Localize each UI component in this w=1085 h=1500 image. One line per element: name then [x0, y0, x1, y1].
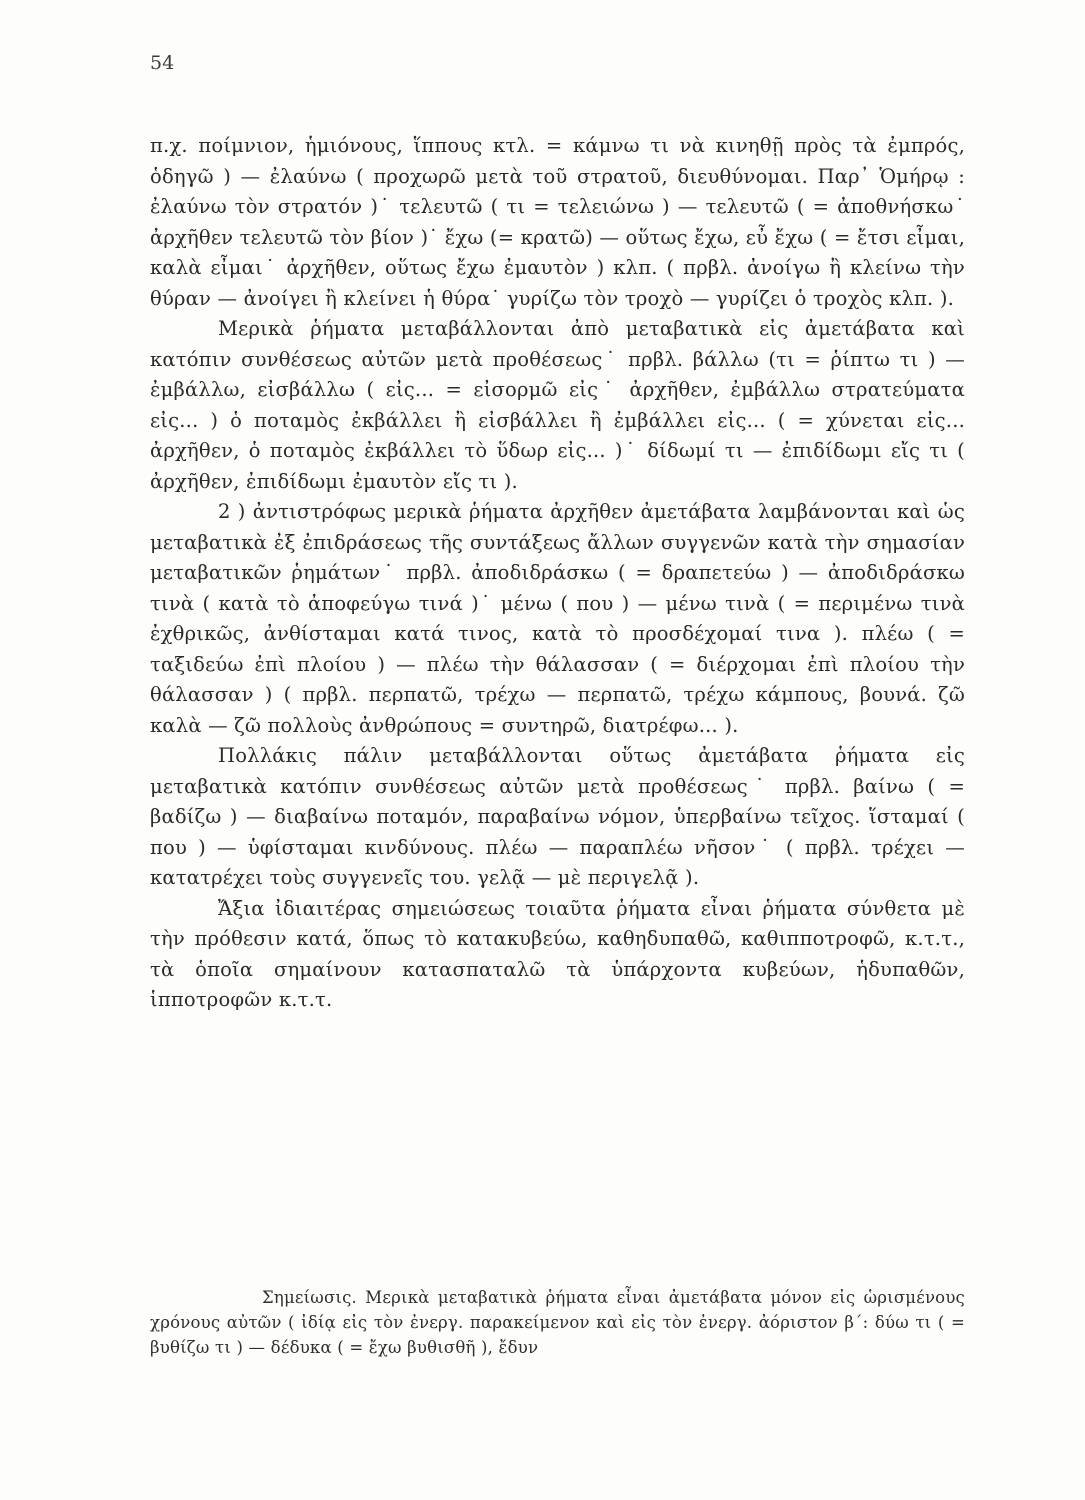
paragraph-5: Ἄξια ἰδιαιτέρας σημειώσεως τοιαῦτα ῥήματα εἶναι ῥήματα σύνθετα μὲ τὴν πρόθεσιν κατά, ὅπως τὸ κατακυβεύω, καθηδυπαθῶ, καθιπποτροφῶ, κ.τ.τ., τὰ ὁποῖα σημαίνουν κατασπαταλῶ τὰ ὑπάρχοντα κυβεύων, ἡδυπαθῶν, ἱπποτροφῶν κ.τ.τ.	[150, 896, 965, 1011]
paragraph-4: Πολλάκις πάλιν μεταβάλλονται οὕτως ἀμετάβατα ῥήματα εἰς μεταβατικὰ κατόπιν συνθέσεως αὐτῶν μετὰ προθέσεως˙ πρβλ. βαίνω ( = βαδίζω ) — διαβαίνω ποταμόν, παραβαίνω νόμον, ὑπερβαίνω τεῖχος. ἵσταμαί ( που ) — ὑφίσταμαι κινδύνους. πλέω — παραπλέω νῆσον˙ ( πρβλ. τρέχει — κατατρέχει τοὺς συγγενεῖς του. γελᾷ — μὲ περιγελᾷ ).	[150, 744, 965, 889]
footnote: Σημείωσις. Μερικὰ μεταβατικὰ ῥήματα εἶναι ἀμετάβατα μόνον εἰς ὡρισμένους χρόνους αὐτῶν ( ἰδίᾳ εἰς τὸν ἐνεργ. παρακείμενον καὶ εἰς τὸν ἐνεργ. ἀόριστον β´: δύω τι ( = βυθίζω τι ) — δέδυκα ( = ἔχω βυθισθῆ ), ἔδυν	[150, 1287, 965, 1357]
paragraph-1: π.χ. ποίμνιον, ἡμιόνους, ἵππους κτλ. = κάμνω τι νὰ κινηθῇ πρὸς τὰ ἐμπρός, ὁδηγῶ ) — ἐλαύνω ( προχωρῶ μετὰ τοῦ στρατοῦ, διευθύνομαι. Παρ᾽ Ὁμήρῳ : ἐλαύνω τὸν στρατόν )˙ τελευτῶ ( τι = τελειώνω ) — τελευτῶ ( = ἀποθνήσκω˙ ἀρχῆθεν τελευτῶ τὸν βίον )˙ ἔχω (= κρατῶ) — οὕτως ἔχω, εὖ ἔχω ( = ἔτσι εἶμαι, καλὰ εἶμαι˙ ἀρχῆθεν, οὕτως ἔχω ἐμαυτὸν ) κλπ. ( πρβλ. ἀνοίγω ἢ κλείνω τὴν θύραν — ἀνοίγει ἢ κλείνει ἡ θύρα˙ γυρίζω τὸν τροχὸ — γυρίζει ὁ τροχὸς κλπ. ).	[150, 134, 965, 310]
page-number: 54	[150, 52, 175, 74]
paragraph-2: Μερικὰ ῥήματα μεταβάλλονται ἀπὸ μεταβατικὰ εἰς ἀμετάβατα καὶ κατόπιν συνθέσεως αὐτῶν μετὰ προθέσεως˙ πρβλ. βάλλω (τι = ῥίπτω τι ) — ἐμβάλλω, εἰσβάλλω ( εἰς... = εἰσορμῶ εἰς˙ ἀρχῆθεν, ἐμβάλλω στρατεύματα εἰς... ) ὁ ποταμὸς ἐκβάλλει ἢ εἰσβάλλει ἢ ἐμβάλλει εἰς... ( = χύνεται εἰς... ἀρχῆθεν, ὁ ποταμὸς ἐκβάλλει τὸ ὕδωρ εἰς... )˙ δίδωμί τι — ἐπιδίδωμι εἴς τι ( ἀρχῆθεν, ἐπιδίδωμι ἐμαυτὸν εἴς τι ).	[150, 317, 965, 493]
body-text	[150, 131, 965, 1016]
paragraph-3: 2 ) ἀντιστρόφως μερικὰ ῥήματα ἀρχῆθεν ἀμετάβατα λαμβάνονται καὶ ὡς μεταβατικὰ ἐξ ἐπιδράσεως τῆς συντάξεως ἄλλων συγγενῶν κατὰ τὴν σημασίαν μεταβατικῶν ῥημάτων˙ πρβλ. ἀποδιδράσκω ( = δραπετεύω ) — ἀποδιδράσκω τινὰ ( κατὰ τὸ ἀποφεύγω τινά )˙ μένω ( που ) — μένω τινὰ ( = περιμένω τινὰ ἐχθρικῶς, ἀνθίσταμαι κατά τινος, κατὰ τὸ προσδέχομαί τινα ). πλέω ( = ταξιδεύω ἐπὶ πλοίου ) — πλέω τὴν θάλασσαν ( = διέρχομαι ἐπὶ πλοίου τὴν θάλασσαν ) ( πρβλ. περπατῶ, τρέχω — περπατῶ, τρέχω κάμπους, βουνά. ζῶ καλὰ — ζῶ πολλοὺς ἀνθρώπους = συντηρῶ, διατρέφω... ).	[150, 500, 965, 737]
